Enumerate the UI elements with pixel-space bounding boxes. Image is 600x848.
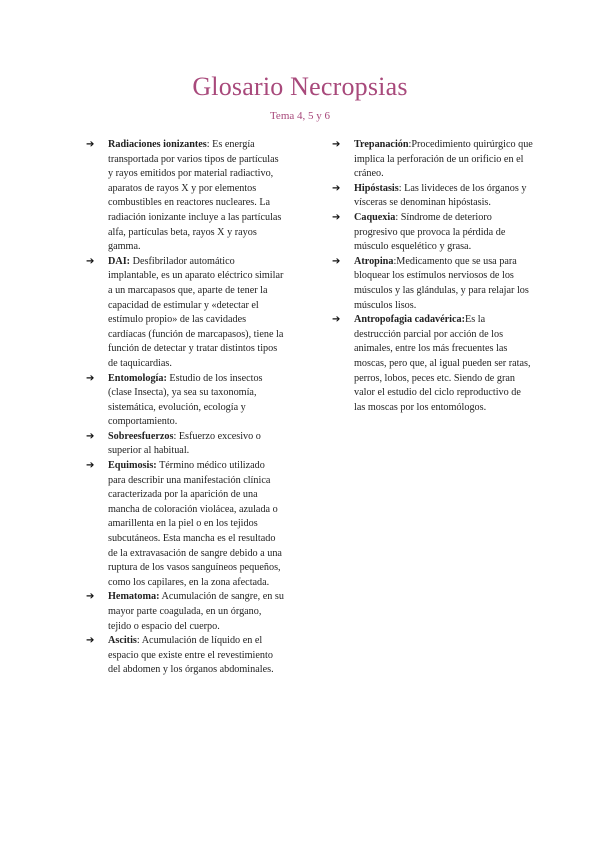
arrow-right-icon: ➔ [86, 635, 95, 647]
glossary-entry [86, 459, 284, 590]
glossary-term: Atropina [354, 255, 394, 267]
glossary-definition: : Es energía transportada por varios tipos de partículas y rayos emitidos por material radiactivo, aparatos de rayos X y por elementos combustibles en reactores nucleares. La radiación ionizante incluye a las partículas alfa, partículas beta, rayos X y rayos gamma. [108, 139, 282, 253]
glossary-definition: :Procedimiento quirúrgico que implica la perforación de un orificio en el cráneo. [354, 139, 533, 180]
glossary-definition: Desfibrilador automático implantable, es un aparato eléctrico similar a un marcapasos que, aparte de tener la capacidad de estimular y «detectar el estímulo propio» de las cavidades cardíacas (función de marcapasos), tiene la función de detectar y tratar distintos tipos de taquicardias. [108, 255, 284, 369]
arrow-right-icon: ➔ [86, 591, 95, 603]
arrow-right-icon: ➔ [332, 314, 341, 326]
glossary-definition: Término médico utilizado para describir una manifestación clínica caracterizada por la aparición de una mancha de coloración violácea, azulada o amarillenta en la piel o en los tejidos subcutáneos. Esta mancha es el resultado de la extravasación de sangre debido a una ruptura de los vasos sanguíneos pequeños, como los capilares, en la zona afectada. [108, 460, 282, 588]
document-subtitle: Tema 4, 5 y 6 [269, 110, 331, 122]
glossary-term: Entomología: [108, 372, 167, 384]
glossary-term: Ascitis [108, 635, 137, 647]
arrow-right-icon: ➔ [332, 139, 341, 150]
glossary-entry [332, 211, 534, 255]
arrow-right-icon: ➔ [86, 430, 95, 442]
glossary-definition: Acumulación de sangre, en su mayor parte coagulada, en un órgano, tejido o espacio del cuerpo. [108, 591, 284, 632]
glossary-definition: Es la destrucción parcial por acción de los animales, entre los más frecuentes las moscas, pero que, al igual pueden ser ratas, perros, lobos, peces etc. Siendo de gran valor el estudio del ciclo reproductivo de las moscas por los entomólogos. [354, 314, 531, 413]
glossary-term: DAI: [108, 255, 131, 267]
glossary-entry [86, 590, 284, 634]
glossary-definition: :Medicamento que se usa para bloquear los estímulos nerviosos de los músculos y las glándulas, y para relajar los músculos lisos. [354, 255, 529, 311]
document-title: Glosario Necropsias [192, 72, 408, 101]
arrow-right-icon: ➔ [86, 372, 95, 384]
glossary-entry [86, 634, 284, 678]
arrow-right-icon: ➔ [332, 255, 341, 267]
left-column [86, 138, 284, 678]
glossary-term: Hipóstasis [354, 182, 399, 194]
glossary-entry [86, 372, 284, 430]
glossary-term: Antropofagia cadavérica: [354, 314, 466, 326]
glossary-definition: : Síndrome de deterioro progresivo que provoca la pérdida de músculo esquelético y grasa. [354, 211, 506, 253]
arrow-right-icon: ➔ [332, 182, 341, 194]
glossary-definition: Estudio de los insectos (clase Insecta), ya sea su taxonomía, sistemática, evolución, ecología y comportamiento. [108, 372, 263, 428]
glossary-term: Sobreesfuerzos [108, 430, 174, 442]
glossary-entry [332, 138, 534, 182]
arrow-right-icon: ➔ [86, 139, 95, 150]
glossary-entry [86, 430, 284, 459]
glossary-term: Hematoma: [108, 591, 160, 603]
glossary-term: Caquexia [354, 211, 396, 223]
glossary-entry [332, 313, 534, 415]
glossary-definition: : Esfuerzo excesivo o superior al habitual. [108, 430, 261, 457]
glossary-entry [86, 138, 284, 255]
glossary-definition: : Las livideces de los órganos y vísceras se denominan hipóstasis. [354, 182, 527, 209]
glossary-term: Radiaciones ionizantes [108, 139, 207, 150]
glossary-term: Equimosis: [108, 460, 157, 472]
arrow-right-icon: ➔ [86, 255, 95, 267]
arrow-right-icon: ➔ [332, 211, 341, 223]
glossary-term: Trepanación [354, 139, 409, 150]
glossary-entry [332, 255, 534, 313]
glossary-definition: : Acumulación de líquido en el espacio que existe entre el revestimiento del abdomen y los órganos abdominales. [108, 635, 274, 676]
arrow-right-icon: ➔ [86, 460, 95, 472]
right-column [332, 138, 534, 415]
glossary-entry [332, 182, 534, 211]
glossary-entry [86, 255, 284, 372]
